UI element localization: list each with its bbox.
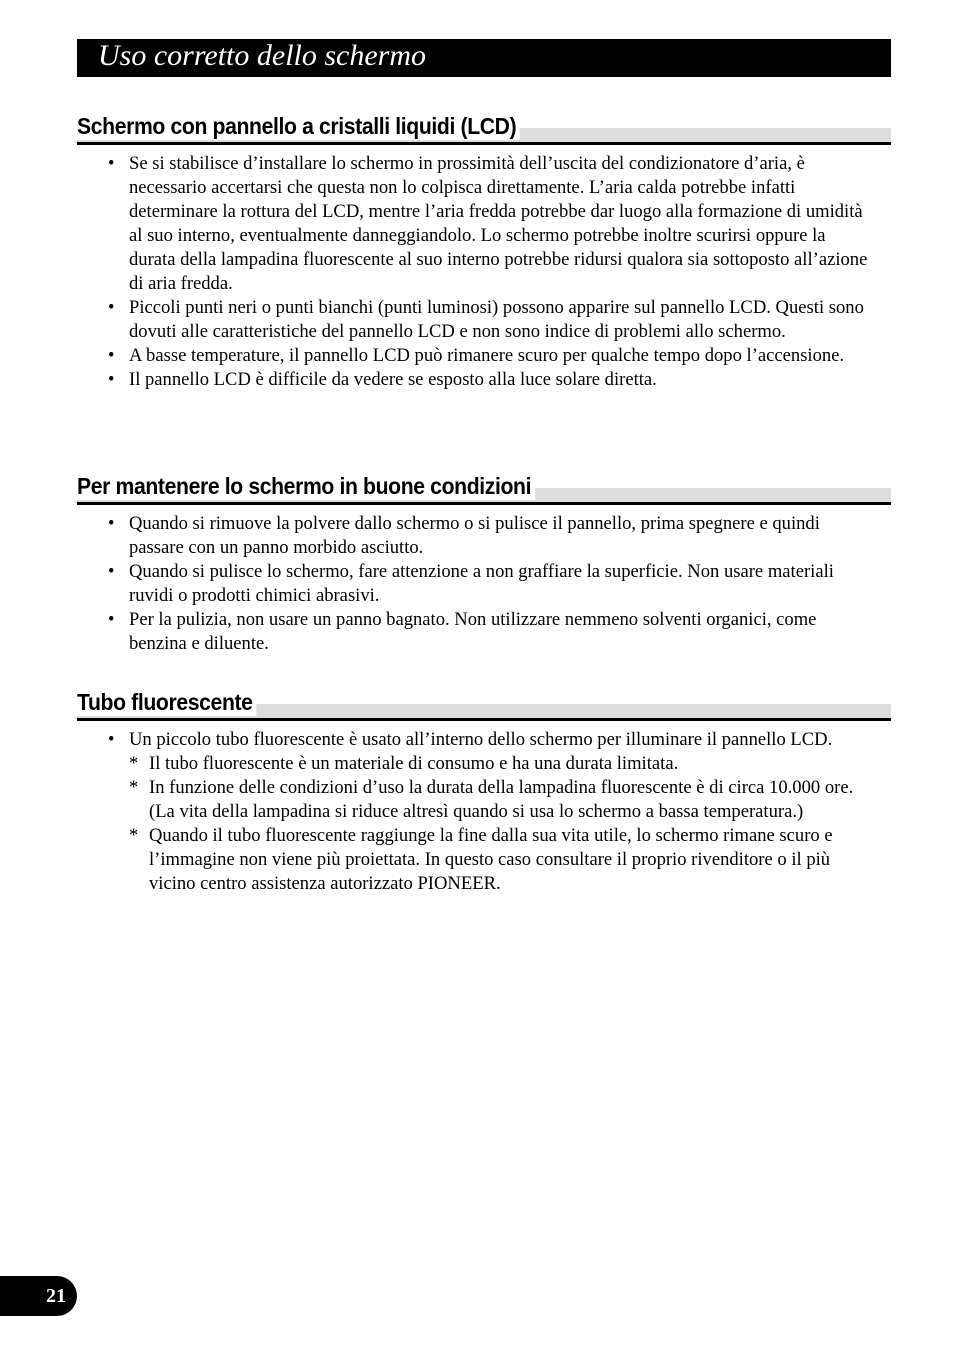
bullet-icon: • [108, 513, 115, 534]
page-title: Uso corretto dello schermo [98, 39, 427, 72]
section-heading: Per mantenere lo schermo in buone condizioni [77, 473, 535, 500]
asterisk-icon: * [129, 777, 139, 798]
note-text: Il tubo fluorescente è un materiale di consumo e ha una durata limitata. [149, 753, 679, 774]
list-item-text: Quando si pulisce lo schermo, fare attenzione a non graffiare la superficie. Non usare materiali ruvidi o prodotti chimici abrasivi. [129, 561, 834, 606]
section-heading: Tubo fluorescente [77, 689, 256, 716]
list-item-text: Un piccolo tubo fluorescente è usato all’interno dello schermo per illuminare il pannello LCD. [129, 729, 833, 750]
bullet-icon: • [108, 561, 115, 582]
note-item [129, 824, 873, 896]
page-number: 21 [46, 1285, 66, 1307]
list-item-text: Per la pulizia, non usare un panno bagnato. Non utilizzare nemmeno solventi organici, come benzina e diluente. [129, 609, 817, 654]
list-item [77, 152, 891, 296]
asterisk-icon: * [129, 753, 139, 774]
list-item [77, 608, 891, 656]
list-item-text: Se si stabilisce d’installare lo schermo in prossimità dell’uscita del condizionatore d’aria, è necessario accertarsi che questa non lo colpisca direttamente. L’aria calda potrebbe infatti determinare la rottura del LCD, mentre l’aria fredda potrebbe dar luogo alla formazione di umidità al suo interno, eventualmente danneggiandolo. Lo schermo potrebbe inoltre scurirsi oppure la durata della lampadina fluorescente al suo interno potrebbe ridursi qualora sia sottoposto all’azione di aria fredda. [129, 153, 868, 294]
list-item [77, 728, 891, 896]
section-heading-bar [77, 114, 891, 145]
bullet-icon: • [108, 153, 115, 174]
list-item-text: Quando si rimuove la polvere dallo schermo o si pulisce il pannello, prima spegnere e quindi passare con un panno morbido asciutto. [129, 513, 820, 558]
section-heading-bar [77, 474, 891, 505]
bullet-list [77, 152, 891, 392]
list-item [77, 296, 891, 344]
bullet-icon: • [108, 297, 115, 318]
list-item [77, 368, 891, 392]
section-heading-bar [77, 690, 891, 721]
list-item-text: Piccoli punti neri o punti bianchi (punti luminosi) possono apparire sul pannello LCD. Questi sono dovuti alle caratteristiche del pannello LCD e non sono indice di problemi allo schermo. [129, 297, 864, 342]
note-list [129, 752, 873, 896]
list-item [77, 560, 891, 608]
note-text: Quando il tubo fluorescente raggiunge la fine dalla sua vita utile, lo schermo rimane scuro e l’immagine non viene più proiettata. In questo caso consultare il proprio rivenditore o il più vicino centro assistenza autorizzato PIONEER. [149, 825, 833, 894]
bullet-list [77, 512, 891, 656]
page-number-tab [0, 1276, 77, 1316]
note-item [129, 776, 873, 824]
section-maintenance [77, 474, 891, 656]
list-item [77, 344, 891, 368]
note-text: In funzione delle condizioni d’uso la durata della lampadina fluorescente è di circa 10.000 ore. (La vita della lampadina si riduce altresì quando si usa lo schermo a bassa temperatura.) [149, 777, 854, 822]
bullet-icon: • [108, 345, 115, 366]
bullet-icon: • [108, 729, 115, 750]
page-title-bar [77, 39, 891, 77]
list-item-text: Il pannello LCD è difficile da vedere se esposto alla luce solare diretta. [129, 369, 657, 390]
list-item-text: A basse temperature, il pannello LCD può rimanere scuro per qualche tempo dopo l’accensione. [129, 345, 845, 366]
note-item [129, 752, 873, 776]
bullet-icon: • [108, 369, 115, 390]
bullet-icon: • [108, 609, 115, 630]
section-heading: Schermo con pannello a cristalli liquidi (LCD) [77, 113, 520, 140]
list-item [77, 512, 891, 560]
asterisk-icon: * [129, 825, 139, 846]
section-fluorescent-tube [77, 690, 891, 896]
bullet-list [77, 728, 891, 896]
section-lcd-panel [77, 114, 891, 392]
